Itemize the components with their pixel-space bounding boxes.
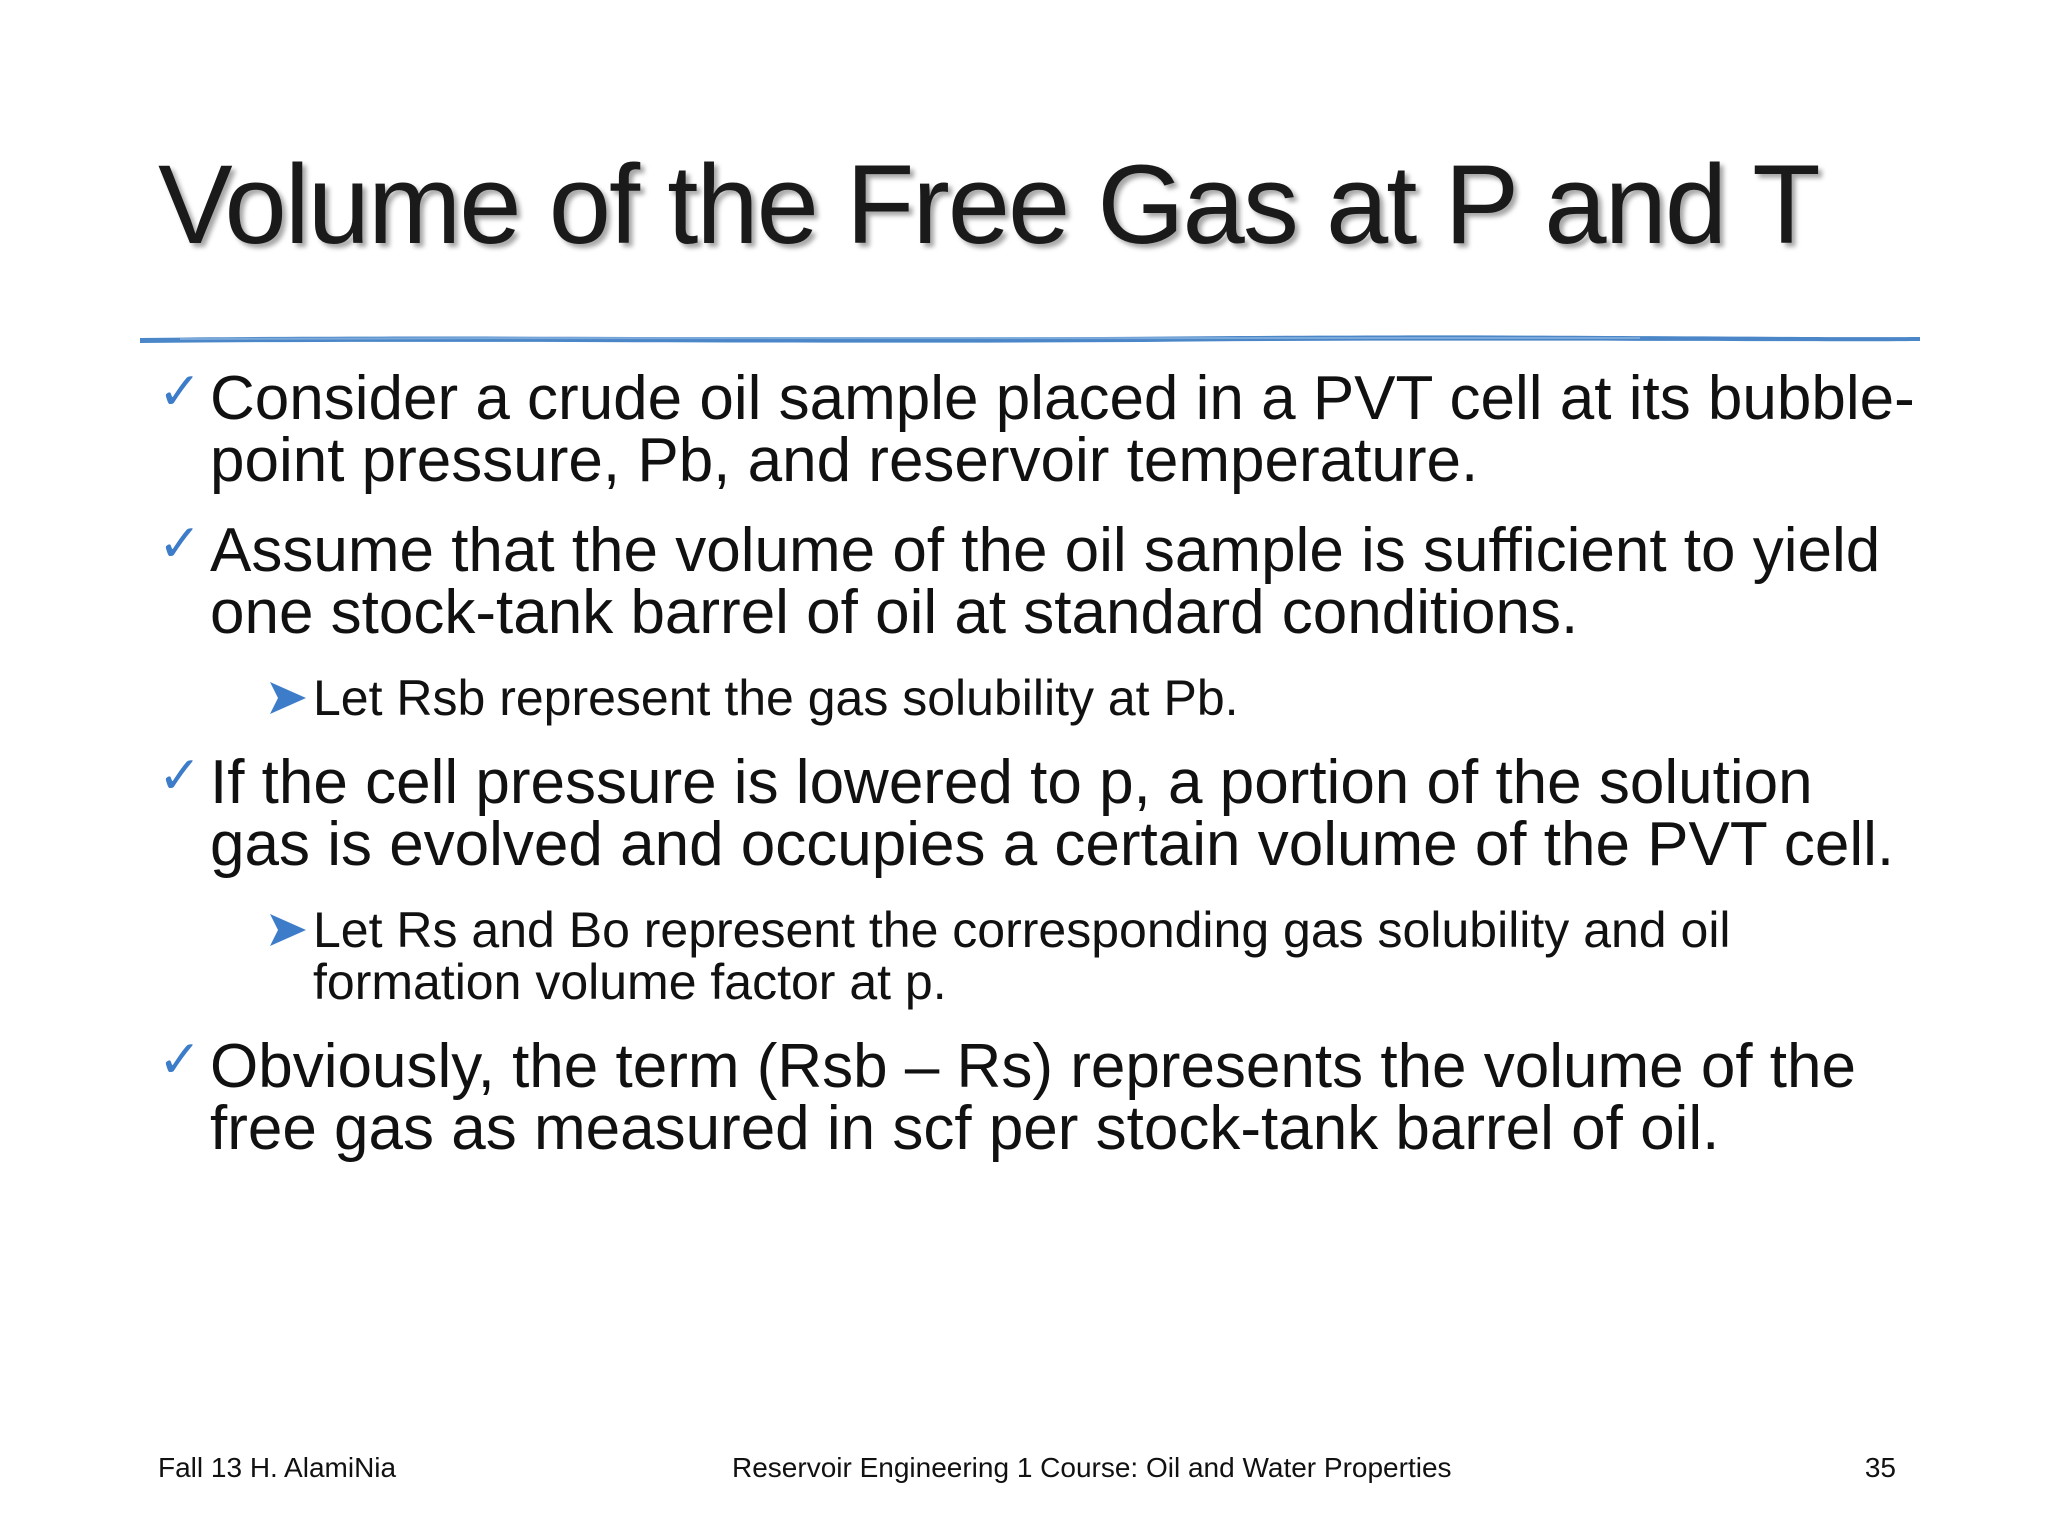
sub-bullet-text: Let Rsb represent the gas solubility at Pb. [313, 670, 1239, 726]
bullet-item [158, 362, 1918, 495]
checkmark-icon: ✓ [158, 514, 202, 574]
bullet-text: Consider a crude oil sample placed in a PVT cell at its bubble-point pressure, Pb, and reservoir temperature. [210, 364, 1915, 495]
sub-bullet-text: Let Rs and Bo represent the corresponding gas solubility and oil formation volume factor at p. [313, 902, 1731, 1010]
footer-author: Fall 13 H. AlamiNia [158, 1452, 397, 1483]
sub-bullet-item [158, 904, 1918, 1008]
arrow-right-icon [266, 910, 310, 950]
bullet-text: Assume that the volume of the oil sample is sufficient to yield one stock-tank barrel of oil at standard conditions. [210, 516, 1881, 647]
title-divider [140, 328, 1920, 350]
arrow-right-icon [266, 678, 310, 718]
checkmark-icon: ✓ [158, 746, 202, 806]
checkmark-icon: ✓ [158, 1030, 202, 1090]
bullet-list [158, 362, 1918, 1188]
bullet-item [158, 514, 1918, 647]
page-number: 35 [1864, 1452, 1896, 1483]
bullet-item [158, 746, 1918, 879]
checkmark-icon: ✓ [158, 362, 202, 422]
bullet-item [158, 1030, 1918, 1163]
bullet-text: Obviously, the term (Rsb – Rs) represents the volume of the free gas as measured in scf per stock-tank barrel of oil. [210, 1032, 1856, 1163]
slide-title: Volume of the Free Gas at P and T [158, 142, 1819, 267]
bullet-text: If the cell pressure is lowered to p, a portion of the solution gas is evolved and occupies a certain volume of the PVT cell. [210, 748, 1895, 879]
footer-course: Reservoir Engineering 1 Course: Oil and Water Properties [732, 1452, 1452, 1483]
sub-bullet-item [158, 672, 1918, 724]
